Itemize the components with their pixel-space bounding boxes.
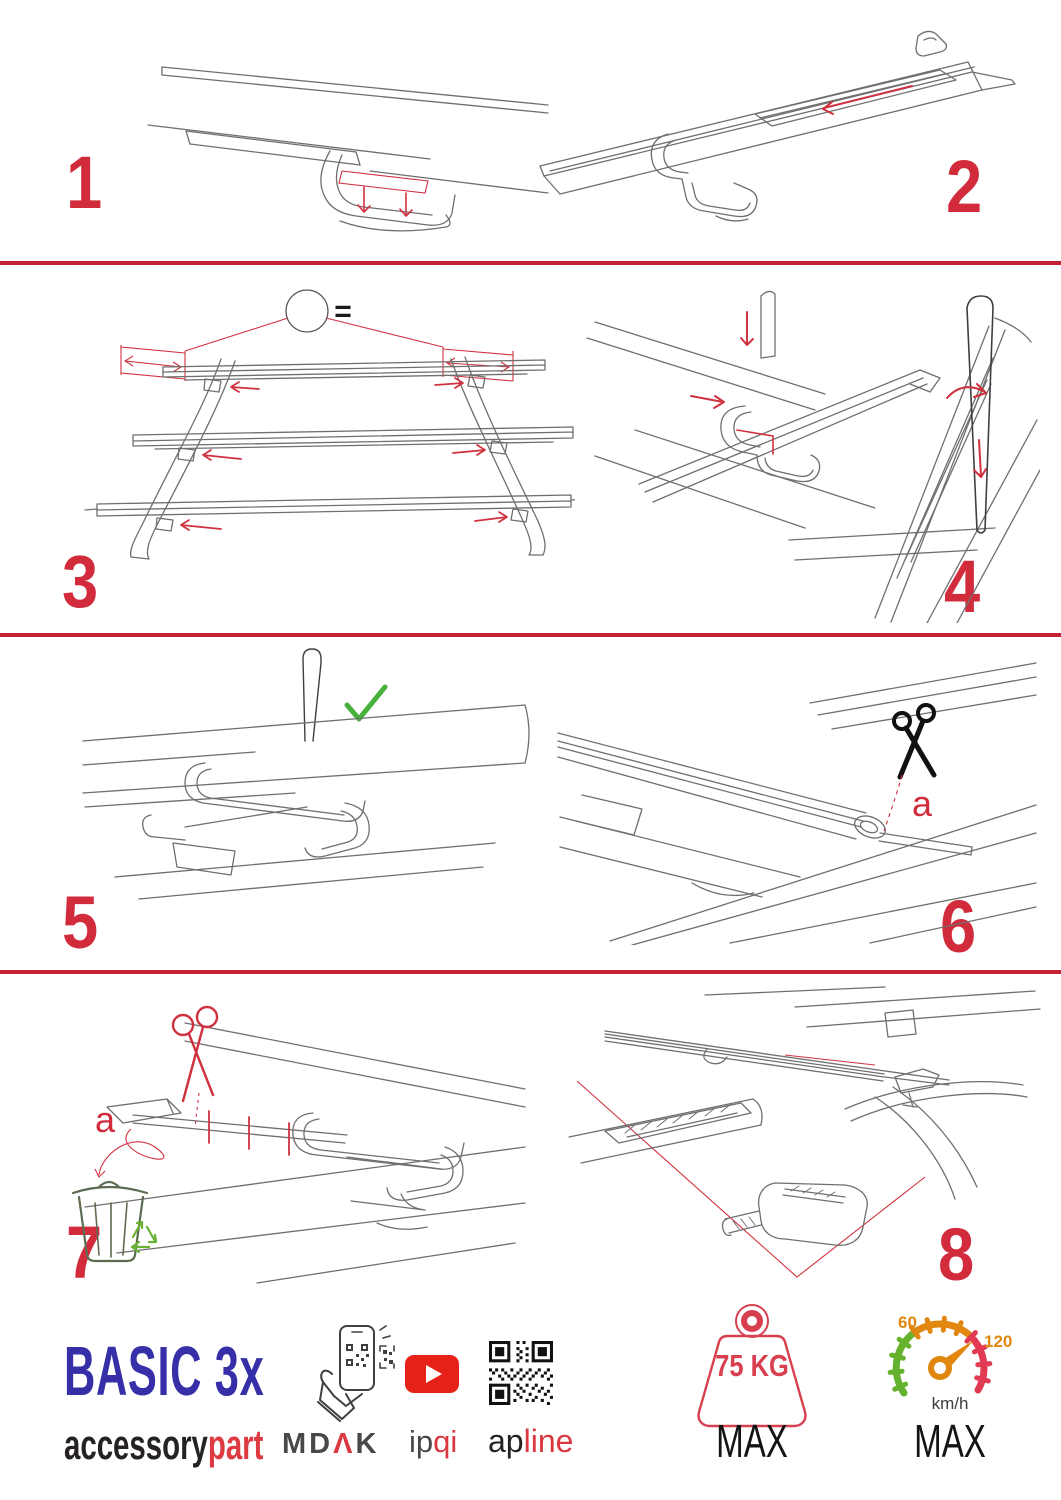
step-7-drawing (45, 995, 535, 1285)
step-5-drawing (55, 645, 555, 945)
separator-3 (0, 970, 1061, 974)
step-6-number: 6 (940, 885, 975, 968)
step-1-drawing (130, 25, 550, 250)
youtube-play-icon (405, 1355, 459, 1393)
speed-low-label: 60 (898, 1313, 917, 1332)
step-3-number: 3 (62, 540, 97, 623)
brand-logo (64, 1421, 264, 1468)
weight-max-label: MAX (716, 1415, 788, 1467)
step-4-number: 4 (944, 545, 979, 628)
ipqi-black: ip (409, 1424, 434, 1459)
mdak-post: K (355, 1428, 380, 1460)
separator-1 (0, 261, 1061, 265)
logo-mdak (282, 1430, 379, 1459)
step-3-drawing (45, 285, 575, 575)
speed-unit-label: km/h (931, 1394, 969, 1413)
label-a-step7: a (95, 1099, 116, 1140)
step-2-drawing (520, 18, 1020, 233)
logo-apline (488, 1425, 573, 1457)
logo-ipqi (409, 1426, 457, 1457)
apline-red: line (523, 1423, 574, 1459)
ipqi-red: qi (433, 1424, 458, 1459)
brand-part: part (207, 1421, 264, 1468)
phone-scan-icon (310, 1322, 396, 1422)
mdak-lambda: Λ (333, 1428, 356, 1460)
step-2-number: 2 (946, 145, 981, 228)
weight-value: 75 KG (715, 1348, 789, 1383)
speed-high-label: 120 (984, 1332, 1013, 1351)
equal-symbol: = (334, 295, 352, 328)
label-a-step6: a (912, 783, 933, 824)
step-7-number: 7 (66, 1211, 101, 1294)
step-4-drawing (575, 278, 1040, 628)
apline-black: ap (488, 1423, 524, 1459)
product-name: BASIC 3x (64, 1332, 265, 1410)
step-8-drawing (545, 985, 1045, 1296)
speed-max-label: MAX (914, 1415, 986, 1467)
mdak-pre: MD (282, 1428, 334, 1460)
step-8-number: 8 (938, 1213, 973, 1296)
brand-accessory: accessory (64, 1421, 208, 1468)
step-5-number: 5 (62, 881, 97, 964)
step-6-drawing (550, 645, 1040, 945)
equal-badge (286, 290, 328, 332)
step-1-number: 1 (66, 141, 101, 224)
separator-2 (0, 633, 1061, 637)
qr-code (489, 1341, 553, 1405)
check-icon (347, 687, 385, 719)
